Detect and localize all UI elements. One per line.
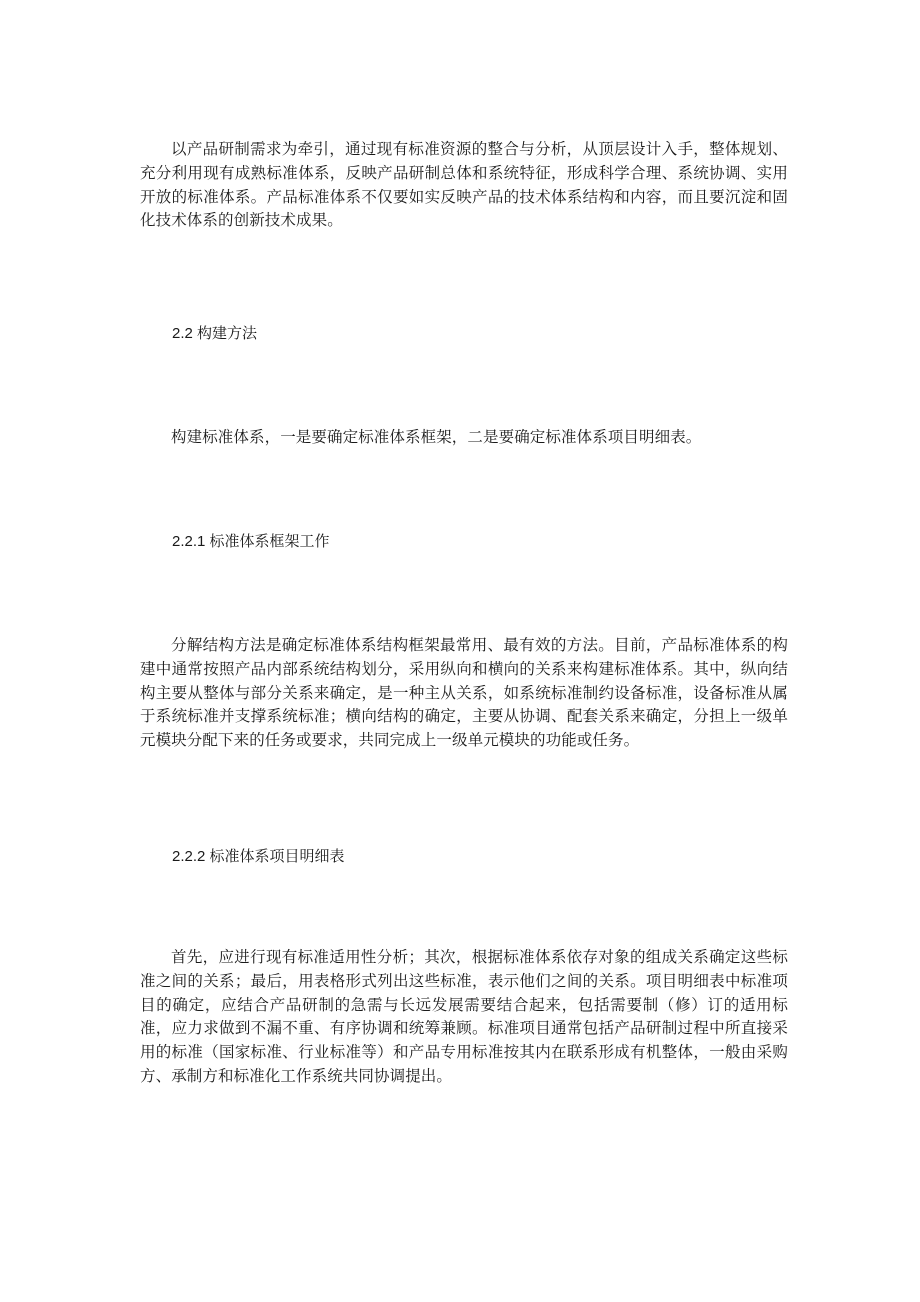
section-title: 标准体系框架工作 (209, 532, 330, 550)
section-title: 构建方法 (197, 324, 258, 342)
section-number: 2.2 (172, 325, 193, 342)
paragraph-intro: 以产品研制需求为牵引，通过现有标准资源的整合与分析，从顶层设计入手，整体规划、充分利用现有成熟标准体系，反映产品研制总体和系统特征，形成科学合理、系统协调、实用开放的标准体系。产品标准体系不仅要如实反映产品的技术体系结构和内容，而且要沉淀和固化技术体系的创新技术成果。 (140, 140, 788, 230)
paragraph-framework: 分解结构方法是确定标准体系结构框架最常用、最有效的方法。目前，产品标准体系的构建中通常按照产品内部系统结构划分，采用纵向和横向的关系来构建标准体系。其中，纵向结构主要从整体与部分关系来确定，是一种主从关系，如系统标准制约设备标准，设备标准从属于系统标准并支撑系统标准；横向结构的确定，主要从协调、配套关系来确定，分担上一级单元模块分配下来的任务或要求，共同完成上一级单元模块的功能或任务。 (140, 636, 788, 750)
section-heading-2-2-1 (172, 530, 330, 553)
section-number: 2.2.2 (172, 848, 206, 865)
section-heading-2-2 (172, 322, 257, 345)
section-number: 2.2.1 (172, 533, 206, 550)
paragraph-build-method: 构建标准体系，一是要确定标准体系框架，二是要确定标准体系项目明细表。 (171, 428, 702, 446)
section-title: 标准体系项目明细表 (209, 847, 345, 865)
paragraph-item-list: 首先，应进行现有标准适用性分析；其次，根据标准体系依存对象的组成关系确定这些标准之间的关系；最后，用表格形式列出这些标准，表示他们之间的关系。项目明细表中标准项目的确定，应结合产品研制的急需与长远发展需要结合起来，包括需要制（修）订的适用标准，应力求做到不漏不重、有序协调和统筹兼顾。标准项目通常包括产品研制过程中所直接采用的标准（国家标准、行业标准等）和产品专用标准按其内在联系形成有机整体，一般由采购方、承制方和标准化工作系统共同协调提出。 (140, 948, 788, 1085)
section-heading-2-2-2 (172, 845, 345, 868)
